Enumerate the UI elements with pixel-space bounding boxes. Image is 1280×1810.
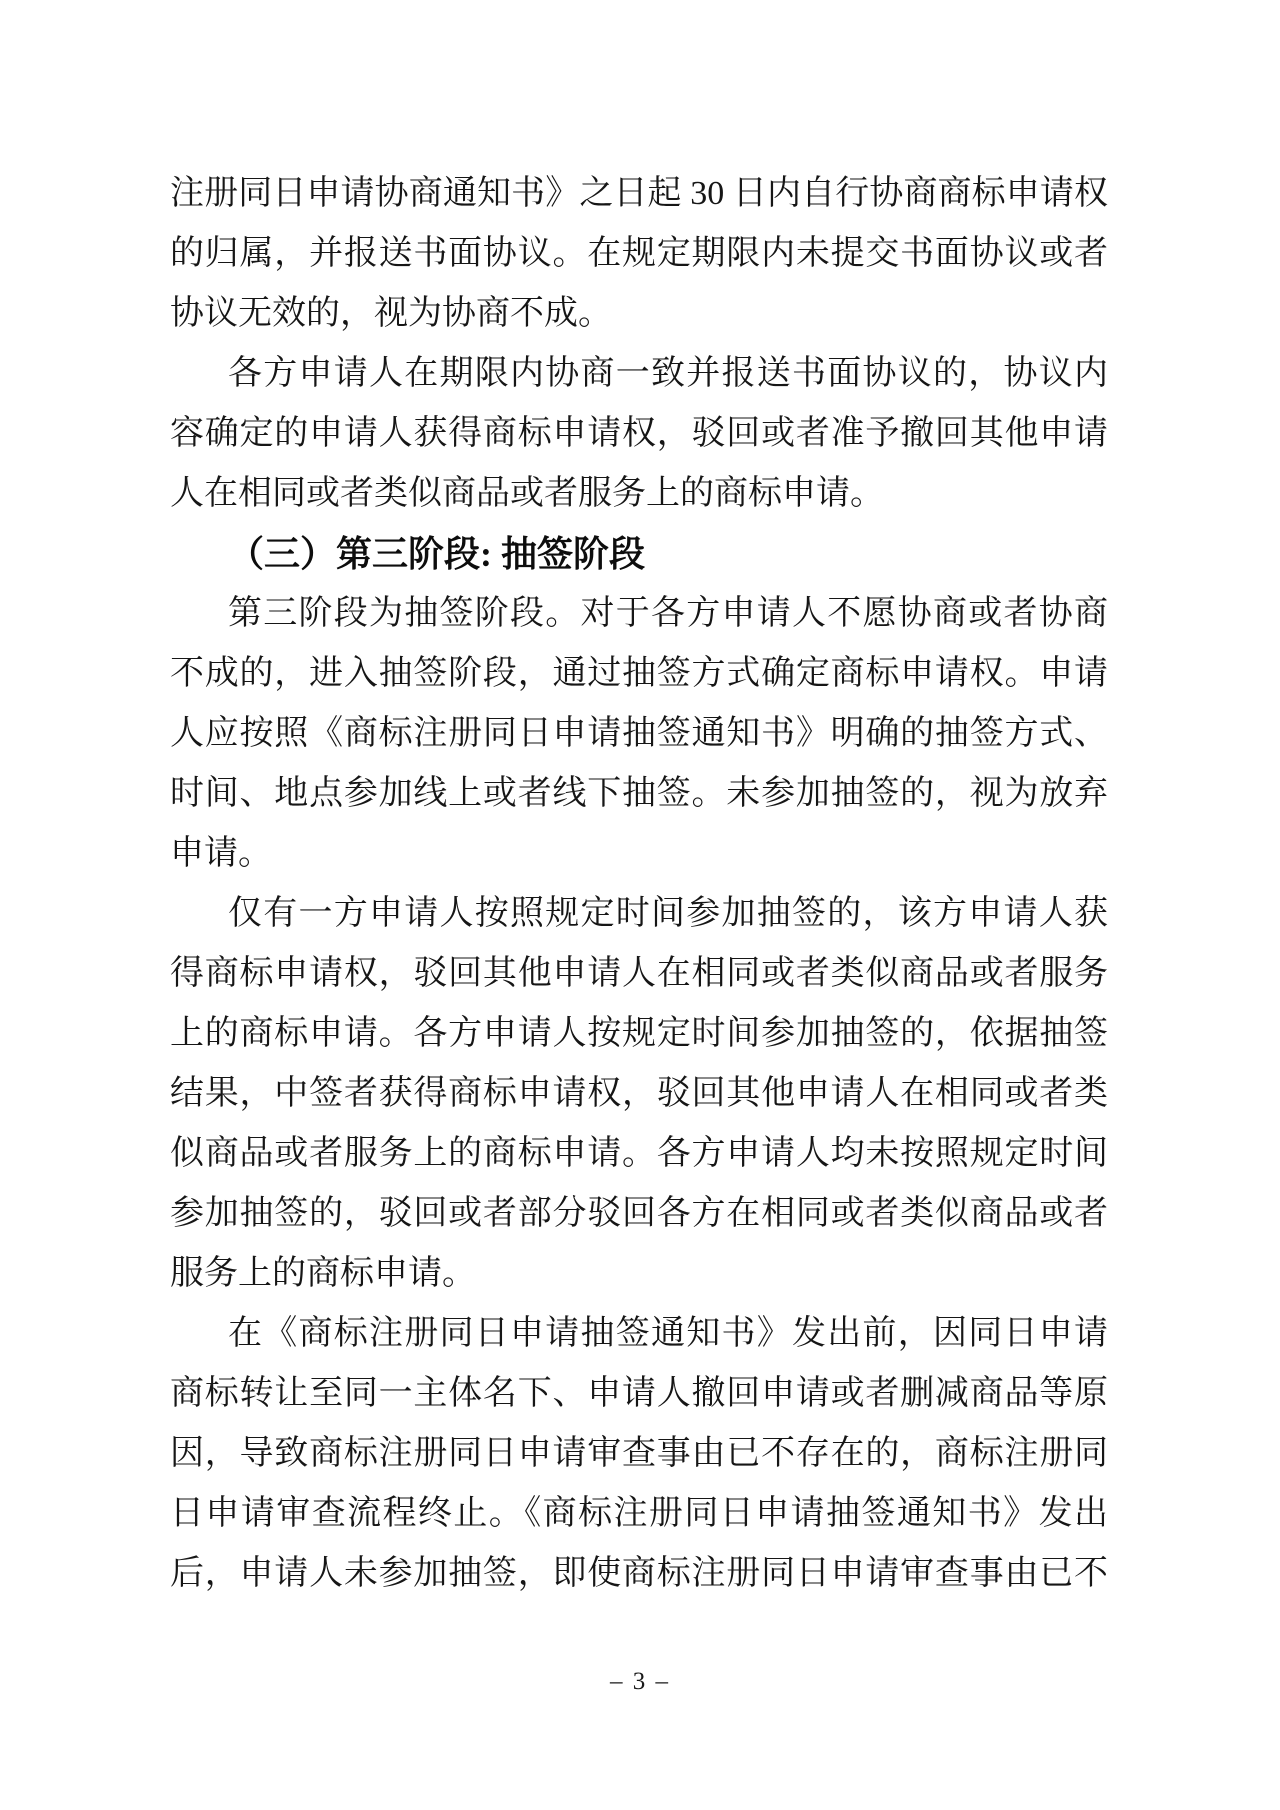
text-line: 协议无效的，视为协商不成。 xyxy=(170,295,612,332)
section-heading: （三）第三阶段: 抽签阶段 xyxy=(228,534,645,574)
text-line: 上的商标申请。各方申请人按规定时间参加抽签的，依据抽签 xyxy=(170,1015,1108,1052)
text-line: 各方申请人在期限内协商一致并报送书面协议的，协议内 xyxy=(228,355,1108,392)
page-footer xyxy=(0,1662,1280,1702)
text-line: 后，申请人未参加抽签，即使商标注册同日申请审查事由已不 xyxy=(170,1555,1108,1592)
text-line: 人在相同或者类似商品或者服务上的商标申请。 xyxy=(170,475,884,512)
text-line: 商标转让至同一主体名下、申请人撤回申请或者删减商品等原 xyxy=(170,1375,1108,1412)
page-number: – 3 – xyxy=(610,1668,670,1695)
text-line: 日申请审查流程终止。《商标注册同日申请抽签通知书》发出 xyxy=(170,1495,1108,1532)
text-line: 不成的，进入抽签阶段，通过抽签方式确定商标申请权。申请 xyxy=(170,655,1108,692)
text-line: 得商标申请权，驳回其他申请人在相同或者类似商品或者服务 xyxy=(170,955,1108,992)
text-line: 仅有一方申请人按照规定时间参加抽签的，该方申请人获 xyxy=(228,895,1108,932)
text-line: 的归属，并报送书面协议。在规定期限内未提交书面协议或者 xyxy=(170,235,1108,272)
text-line: 第三阶段为抽签阶段。对于各方申请人不愿协商或者协商 xyxy=(228,595,1108,632)
text-line: 人应按照《商标注册同日申请抽签通知书》明确的抽签方式、 xyxy=(170,715,1108,752)
text-line: 在《商标注册同日申请抽签通知书》发出前，因同日申请 xyxy=(228,1315,1108,1352)
document-body xyxy=(170,164,1108,1604)
text-line: 参加抽签的，驳回或者部分驳回各方在相同或者类似商品或者 xyxy=(170,1195,1108,1232)
text-line: 似商品或者服务上的商标申请。各方申请人均未按照规定时间 xyxy=(170,1135,1108,1172)
text-line: 因，导致商标注册同日申请审查事由已不存在的，商标注册同 xyxy=(170,1435,1108,1472)
text-line: 时间、地点参加线上或者线下抽签。未参加抽签的，视为放弃 xyxy=(170,775,1108,812)
text-line: 申请。 xyxy=(170,835,272,872)
text-line: 结果，中签者获得商标申请权，驳回其他申请人在相同或者类 xyxy=(170,1075,1108,1112)
text-line: 注册同日申请协商通知书》之日起 30 日内自行协商商标申请权 xyxy=(170,175,1108,212)
text-line: 容确定的申请人获得商标申请权，驳回或者准予撤回其他申请 xyxy=(170,415,1108,452)
text-line: 服务上的商标申请。 xyxy=(170,1255,476,1292)
